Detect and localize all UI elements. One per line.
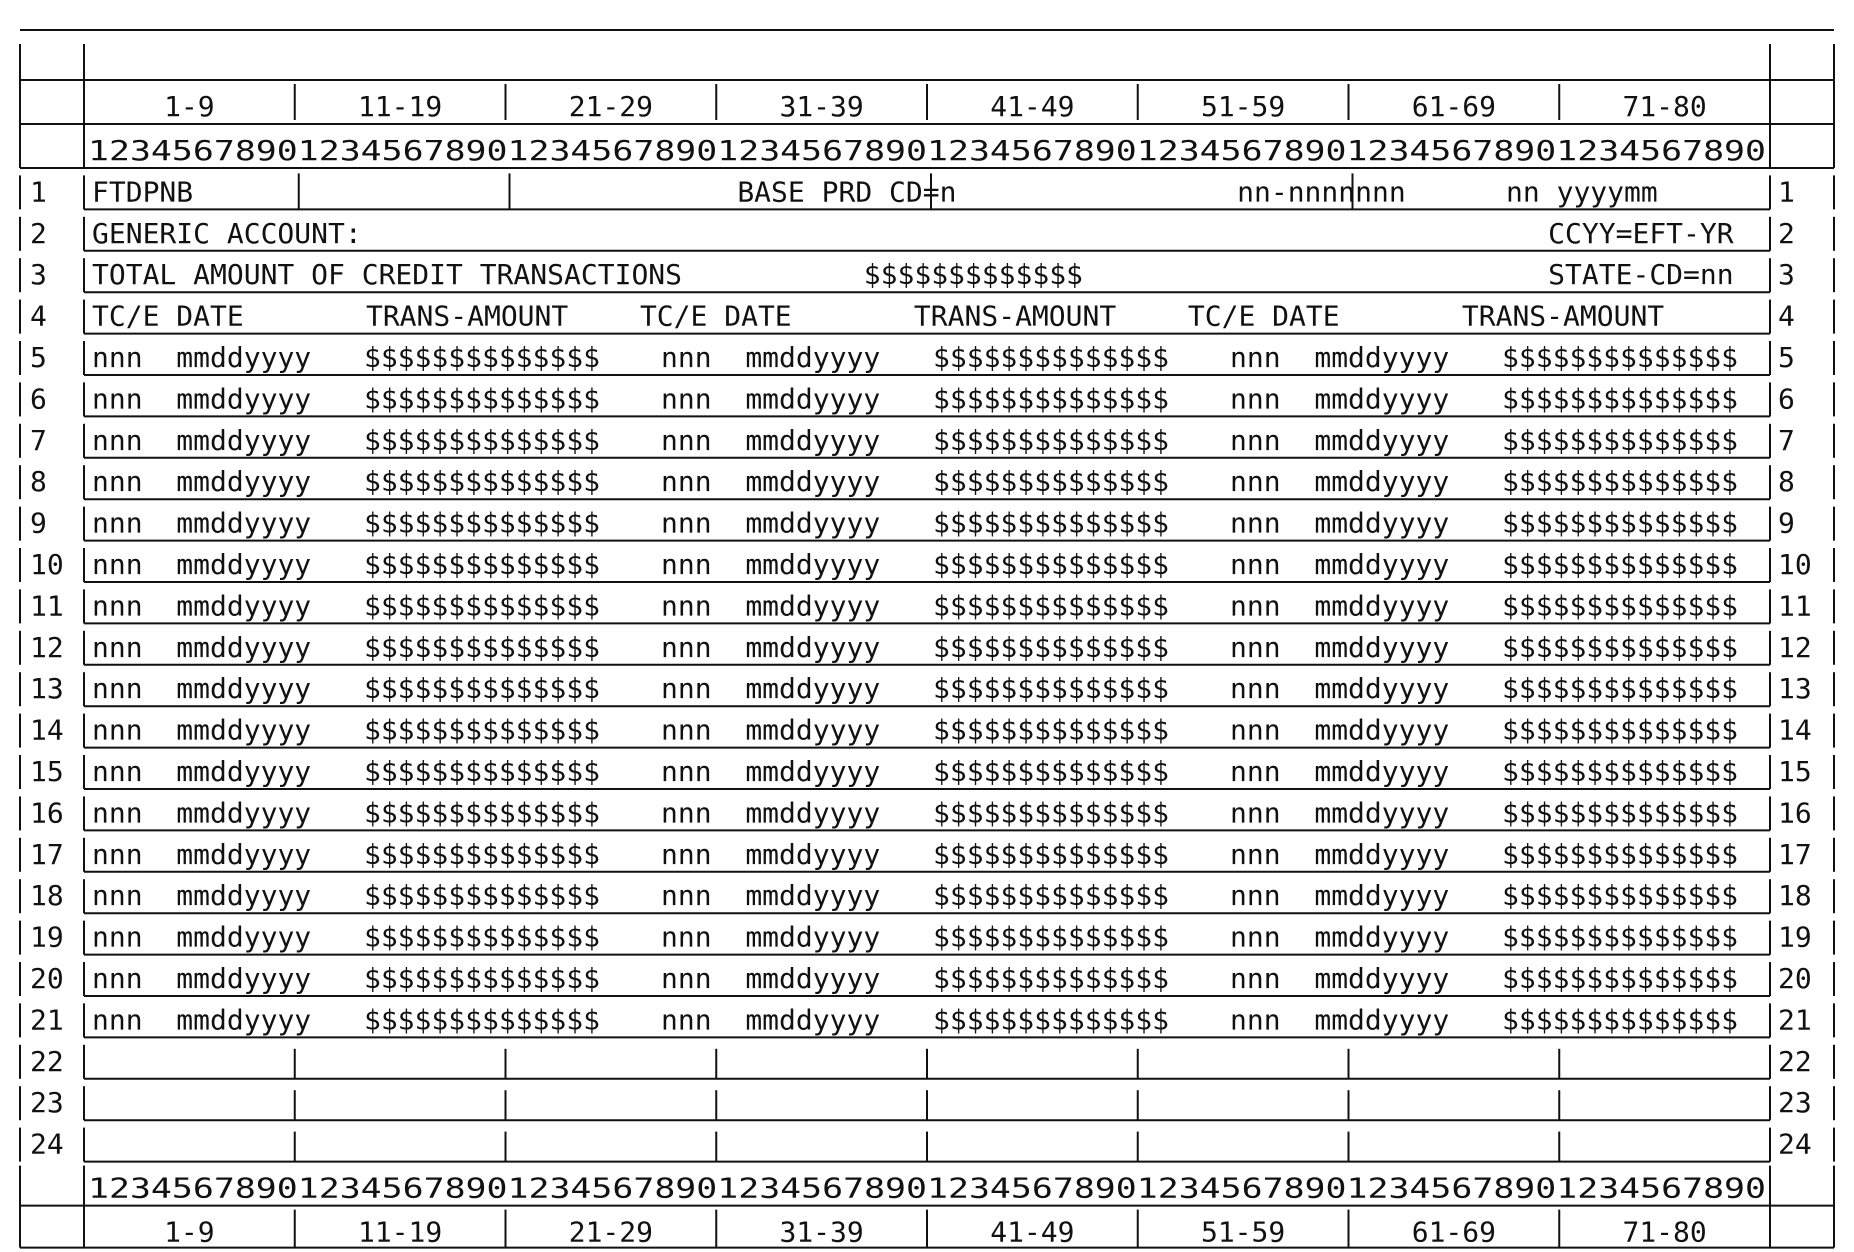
state-code-mask: STATE-CD=nn [1548, 258, 1734, 292]
line-number-left: 5 [30, 341, 47, 374]
line-number-right: 20 [1778, 962, 1812, 995]
tc-code-mask: nnn [1230, 589, 1281, 623]
line-number-left: 22 [30, 1044, 64, 1078]
date-mask: mmddyyyy [176, 1003, 312, 1037]
tc-code-mask: nnn [661, 548, 712, 581]
trans-amount-mask: $$$$$$$$$$$$$$ [363, 589, 600, 623]
line-number-right: 6 [1778, 382, 1795, 416]
tc-code-mask: nnn [92, 423, 143, 457]
trans-amount-mask: $$$$$$$$$$$$$$ [363, 796, 600, 830]
tc-code-mask: nnn [661, 465, 712, 499]
trans-amount-mask: $$$$$$$$$$$$$$ [1502, 423, 1739, 457]
tc-code-mask: nnn [1230, 672, 1281, 706]
line-number-left: 14 [30, 713, 64, 747]
ruler-column-group-label: 11-19 [357, 90, 443, 123]
line-number-right: 18 [1778, 879, 1812, 913]
line-number-right: 10 [1778, 548, 1812, 581]
date-mask: mmddyyyy [1314, 341, 1450, 374]
tc-code-mask: nnn [92, 630, 143, 664]
column-header: TRANS-AMOUNT [365, 299, 569, 333]
line-number-left: 3 [30, 258, 47, 292]
line-number-left: 1 [30, 175, 47, 209]
date-mask: mmddyyyy [176, 423, 312, 457]
tc-code-mask: nnn [92, 879, 143, 913]
trans-amount-mask: $$$$$$$$$$$$$$ [1502, 920, 1739, 954]
line-number-right: 19 [1778, 920, 1812, 954]
date-mask: mmddyyyy [745, 837, 881, 871]
trans-amount-mask: $$$$$$$$$$$$$$ [933, 548, 1170, 581]
trans-amount-mask: $$$$$$$$$$$$$$ [363, 672, 600, 706]
tc-code-mask: nnn [1230, 837, 1281, 871]
ruler-column-group-label: 61-69 [1411, 1215, 1497, 1249]
date-mask: mmddyyyy [176, 713, 312, 747]
trans-amount-mask: $$$$$$$$$$$$$$ [933, 382, 1170, 416]
ruler-column-group-label: 1-9 [164, 1215, 215, 1249]
total-credit-label: TOTAL AMOUNT OF CREDIT TRANSACTIONS [92, 258, 683, 292]
date-mask: mmddyyyy [1314, 548, 1450, 581]
tc-code-mask: nnn [92, 962, 143, 995]
trans-amount-mask: $$$$$$$$$$$$$$ [933, 837, 1170, 871]
tc-code-mask: nnn [92, 672, 143, 706]
line-number-left: 2 [30, 216, 47, 250]
ruler-column-group-label: 41-49 [990, 90, 1075, 123]
date-mask: mmddyyyy [1314, 837, 1450, 871]
ruler-column-group-label: 31-39 [779, 90, 864, 123]
trans-amount-mask: $$$$$$$$$$$$$$ [1502, 589, 1739, 623]
trans-amount-mask: $$$$$$$$$$$$$$ [1502, 962, 1739, 995]
date-mask: mmddyyyy [1314, 589, 1450, 623]
tc-code-mask: nnn [1230, 341, 1281, 374]
trans-amount-mask: $$$$$$$$$$$$$$ [933, 341, 1170, 374]
date-mask: mmddyyyy [1314, 879, 1450, 913]
total-credit-amount-mask: $$$$$$$$$$$$$ [863, 258, 1083, 292]
tc-code-mask: nnn [1230, 962, 1281, 995]
tc-code-mask: nnn [661, 837, 712, 871]
ruler-column-group-label: 1-9 [164, 90, 215, 123]
line-number-left: 19 [30, 920, 64, 954]
tc-code-mask: nnn [661, 962, 712, 995]
line-number-right: 12 [1778, 630, 1812, 664]
date-mask: mmddyyyy [1314, 920, 1450, 954]
tc-code-mask: nnn [92, 382, 143, 416]
tc-code-mask: nnn [1230, 713, 1281, 747]
date-mask: mmddyyyy [745, 589, 881, 623]
eft-year-mask: CCYY=EFT-YR [1548, 216, 1734, 250]
date-mask: mmddyyyy [745, 423, 881, 457]
form-text [30, 90, 1812, 1249]
column-header: TC/E DATE [639, 299, 792, 333]
line-number-left: 7 [30, 423, 47, 457]
date-mask: mmddyyyy [1314, 382, 1450, 416]
date-mask: mmddyyyy [176, 879, 312, 913]
date-mask: mmddyyyy [745, 506, 881, 540]
tc-code-mask: nnn [661, 713, 712, 747]
trans-amount-mask: $$$$$$$$$$$$$$ [363, 465, 600, 499]
line-number-right: 16 [1778, 796, 1812, 830]
line-number-left: 24 [30, 1127, 64, 1161]
ruler-column-group-label: 61-69 [1411, 90, 1497, 123]
line-number-right: 1 [1778, 175, 1795, 209]
date-mask: mmddyyyy [745, 672, 881, 706]
line-number-left: 21 [30, 1003, 64, 1037]
trans-amount-mask: $$$$$$$$$$$$$$ [1502, 755, 1739, 788]
date-mask: mmddyyyy [176, 837, 312, 871]
tc-code-mask: nnn [92, 1003, 143, 1037]
line-number-left: 13 [30, 672, 64, 706]
column-header: TRANS-AMOUNT [913, 299, 1117, 333]
ruler-column-group-label: 31-39 [779, 1215, 864, 1249]
date-mask: mmddyyyy [1314, 796, 1450, 830]
trans-amount-mask: $$$$$$$$$$$$$$ [933, 630, 1170, 664]
ruler-column-group-label: 51-59 [1200, 1215, 1286, 1249]
tc-code-mask: nnn [661, 879, 712, 913]
tc-code-mask: nnn [1230, 423, 1281, 457]
trans-amount-mask: $$$$$$$$$$$$$$ [933, 465, 1170, 499]
tc-code-mask: nnn [92, 506, 143, 540]
ruler-column-group-label: 51-59 [1200, 90, 1286, 123]
date-mask: mmddyyyy [745, 341, 881, 374]
tc-code-mask: nnn [92, 920, 143, 954]
line-number-left: 6 [30, 382, 47, 416]
trans-amount-mask: $$$$$$$$$$$$$$ [363, 423, 600, 457]
line-number-right: 15 [1778, 755, 1812, 788]
trans-amount-mask: $$$$$$$$$$$$$$ [363, 879, 600, 913]
tc-code-mask: nnn [92, 341, 143, 374]
line-number-right: 7 [1778, 423, 1795, 457]
date-mask: mmddyyyy [745, 796, 881, 830]
trans-amount-mask: $$$$$$$$$$$$$$ [1502, 796, 1739, 830]
trans-amount-mask: $$$$$$$$$$$$$$ [933, 672, 1170, 706]
column-header: TRANS-AMOUNT [1461, 299, 1665, 333]
tc-code-mask: nnn [92, 713, 143, 747]
tc-code-mask: nnn [1230, 465, 1281, 499]
tc-code-mask: nnn [661, 796, 712, 830]
line-number-left: 16 [30, 796, 64, 830]
trans-amount-mask: $$$$$$$$$$$$$$ [1502, 382, 1739, 416]
line-number-right: 14 [1778, 713, 1812, 747]
tc-code-mask: nnn [661, 920, 712, 954]
date-mask: mmddyyyy [176, 506, 312, 540]
trans-amount-mask: $$$$$$$$$$$$$$ [1502, 713, 1739, 747]
tc-code-mask: nnn [92, 796, 143, 830]
ruler-column-group-label: 71-80 [1622, 90, 1707, 123]
date-mask: mmddyyyy [745, 962, 881, 995]
date-mask: mmddyyyy [176, 755, 312, 788]
ruler-column-group-label: 21-29 [568, 90, 654, 123]
trans-amount-mask: $$$$$$$$$$$$$$ [363, 755, 600, 788]
trans-amount-mask: $$$$$$$$$$$$$$ [933, 879, 1170, 913]
date-mask: mmddyyyy [745, 1003, 881, 1037]
date-mask: mmddyyyy [176, 672, 312, 706]
trans-amount-mask: $$$$$$$$$$$$$$ [1502, 548, 1739, 581]
line-number-left: 8 [30, 465, 47, 499]
line-number-left: 23 [30, 1086, 64, 1120]
date-mask: mmddyyyy [1314, 506, 1450, 540]
line-number-right: 5 [1778, 341, 1795, 374]
trans-amount-mask: $$$$$$$$$$$$$$ [363, 1003, 600, 1037]
line-number-left: 9 [30, 506, 47, 540]
trans-amount-mask: $$$$$$$$$$$$$$ [363, 713, 600, 747]
line-number-left: 15 [30, 755, 64, 788]
trans-amount-mask: $$$$$$$$$$$$$$ [1502, 630, 1739, 664]
trans-amount-mask: $$$$$$$$$$$$$$ [933, 962, 1170, 995]
ruler-column-group-label: 71-80 [1622, 1215, 1707, 1249]
date-mask: mmddyyyy [176, 548, 312, 581]
tc-code-mask: nnn [1230, 630, 1281, 664]
tc-code-mask: nnn [661, 1003, 712, 1037]
trans-amount-mask: $$$$$$$$$$$$$$ [933, 423, 1170, 457]
line-number-left: 12 [30, 630, 64, 664]
date-mask: mmddyyyy [1314, 1003, 1450, 1037]
date-mask: mmddyyyy [176, 920, 312, 954]
date-mask: mmddyyyy [745, 879, 881, 913]
ruler-digits: 12345678901234567890123456789012345678901234567890123456789012345678901234567890 [88, 134, 1767, 167]
tc-code-mask: nnn [661, 341, 712, 374]
line-number-right: 11 [1778, 589, 1812, 623]
date-mask: mmddyyyy [176, 630, 312, 664]
tc-code-mask: nnn [1230, 506, 1281, 540]
ruler-column-group-label: 11-19 [357, 1215, 443, 1249]
line-number-right: 24 [1778, 1127, 1812, 1161]
column-header: TC/E DATE [92, 299, 244, 333]
screen-id: FTDPNB [92, 175, 194, 209]
tc-code-mask: nnn [92, 755, 143, 788]
tc-code-mask: nnn [92, 465, 143, 499]
trans-amount-mask: $$$$$$$$$$$$$$ [1502, 1003, 1739, 1037]
tc-code-mask: nnn [92, 837, 143, 871]
ruler-column-group-label: 41-49 [990, 1215, 1075, 1249]
trans-amount-mask: $$$$$$$$$$$$$$ [933, 589, 1170, 623]
trans-amount-mask: $$$$$$$$$$$$$$ [1502, 879, 1739, 913]
trans-amount-mask: $$$$$$$$$$$$$$ [363, 341, 600, 374]
tc-code-mask: nnn [92, 589, 143, 623]
trans-amount-mask: $$$$$$$$$$$$$$ [363, 382, 600, 416]
trans-amount-mask: $$$$$$$$$$$$$$ [933, 920, 1170, 954]
line-number-right: 17 [1778, 837, 1812, 871]
tc-code-mask: nnn [661, 589, 712, 623]
date-mask: mmddyyyy [1314, 755, 1450, 788]
trans-amount-mask: $$$$$$$$$$$$$$ [933, 755, 1170, 788]
date-mask: mmddyyyy [1314, 465, 1450, 499]
date-mask: mmddyyyy [745, 630, 881, 664]
line-number-right: 2 [1778, 216, 1795, 250]
tc-code-mask: nnn [661, 630, 712, 664]
date-mask: mmddyyyy [176, 341, 312, 374]
tc-code-mask: nnn [1230, 920, 1281, 954]
trans-amount-mask: $$$$$$$$$$$$$$ [933, 506, 1170, 540]
column-header: TC/E DATE [1187, 299, 1340, 333]
trans-amount-mask: $$$$$$$$$$$$$$ [1502, 506, 1739, 540]
generic-account-label: GENERIC ACCOUNT: [92, 216, 362, 250]
tc-code-mask: nnn [661, 382, 712, 416]
trans-amount-mask: $$$$$$$$$$$$$$ [1502, 465, 1739, 499]
trans-amount-mask: $$$$$$$$$$$$$$ [363, 630, 600, 664]
tc-code-mask: nnn [92, 548, 143, 581]
base-period-code: BASE PRD CD=n [737, 175, 957, 209]
tc-code-mask: nnn [661, 506, 712, 540]
line-number-right: 9 [1778, 506, 1795, 540]
trans-amount-mask: $$$$$$$$$$$$$$ [363, 920, 600, 954]
line-number-right: 21 [1778, 1003, 1812, 1037]
trans-amount-mask: $$$$$$$$$$$$$$ [363, 962, 600, 995]
date-mask: mmddyyyy [745, 465, 881, 499]
ruler-column-group-label: 21-29 [568, 1215, 654, 1249]
ruler-digits: 12345678901234567890123456789012345678901234567890123456789012345678901234567890 [88, 1171, 1767, 1205]
date-mask: mmddyyyy [745, 920, 881, 954]
date-mask: mmddyyyy [1314, 423, 1450, 457]
date-mask: mmddyyyy [176, 589, 312, 623]
tax-period-mask: nn yyyymm [1506, 175, 1658, 209]
line-number-left: 10 [30, 548, 64, 581]
tc-code-mask: nnn [1230, 879, 1281, 913]
trans-amount-mask: $$$$$$$$$$$$$$ [933, 1003, 1170, 1037]
trans-amount-mask: $$$$$$$$$$$$$$ [363, 548, 600, 581]
trans-amount-mask: $$$$$$$$$$$$$$ [363, 837, 600, 871]
taxpayer-id-mask: nn-nnnnnnn [1237, 175, 1406, 209]
date-mask: mmddyyyy [176, 962, 312, 995]
tc-code-mask: nnn [1230, 1003, 1281, 1037]
tc-code-mask: nnn [661, 755, 712, 788]
line-number-right: 8 [1778, 465, 1795, 499]
line-number-left: 18 [30, 879, 64, 913]
trans-amount-mask: $$$$$$$$$$$$$$ [1502, 837, 1739, 871]
trans-amount-mask: $$$$$$$$$$$$$$ [933, 713, 1170, 747]
date-mask: mmddyyyy [745, 713, 881, 747]
date-mask: mmddyyyy [1314, 713, 1450, 747]
tc-code-mask: nnn [1230, 796, 1281, 830]
line-number-left: 4 [30, 299, 47, 333]
line-number-left: 20 [30, 962, 64, 995]
line-number-left: 17 [30, 837, 64, 871]
date-mask: mmddyyyy [1314, 962, 1450, 995]
tc-code-mask: nnn [1230, 548, 1281, 581]
date-mask: mmddyyyy [745, 382, 881, 416]
trans-amount-mask: $$$$$$$$$$$$$$ [363, 506, 600, 540]
trans-amount-mask: $$$$$$$$$$$$$$ [1502, 672, 1739, 706]
line-number-left: 11 [30, 589, 64, 623]
tc-code-mask: nnn [661, 423, 712, 457]
date-mask: mmddyyyy [1314, 630, 1450, 664]
line-number-right: 13 [1778, 672, 1812, 706]
date-mask: mmddyyyy [176, 796, 312, 830]
line-number-right: 22 [1778, 1044, 1812, 1078]
tc-code-mask: nnn [1230, 382, 1281, 416]
trans-amount-mask: $$$$$$$$$$$$$$ [1502, 341, 1739, 374]
line-number-right: 3 [1778, 258, 1795, 292]
date-mask: mmddyyyy [176, 382, 312, 416]
line-number-right: 4 [1778, 299, 1795, 333]
line-number-right: 23 [1778, 1086, 1812, 1120]
tc-code-mask: nnn [1230, 755, 1281, 788]
tc-code-mask: nnn [661, 672, 712, 706]
date-mask: mmddyyyy [745, 755, 881, 788]
date-mask: mmddyyyy [745, 548, 881, 581]
date-mask: mmddyyyy [1314, 672, 1450, 706]
trans-amount-mask: $$$$$$$$$$$$$$ [933, 796, 1170, 830]
date-mask: mmddyyyy [176, 465, 312, 499]
